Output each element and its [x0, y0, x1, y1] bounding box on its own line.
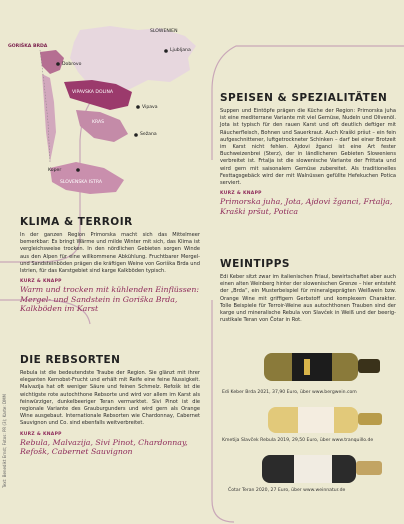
map-label-ljubljana: Ljubljana	[170, 48, 191, 53]
section-klima	[20, 216, 200, 314]
section-rebsorten	[20, 354, 200, 457]
speisen-kicker: KURZ & KNAPP	[220, 191, 262, 197]
wine-bottle-image-1	[264, 345, 384, 387]
dobrovo-dot	[56, 62, 60, 66]
speisen-heading: SPEISEN & SPEZIALITÄTEN	[220, 92, 388, 104]
map-label-kras: KRAS	[92, 120, 105, 125]
map-label-koper: Koper	[48, 168, 62, 173]
klima-kicker: KURZ & KNAPP	[20, 279, 62, 285]
rebsorten-pull-quote: Rebula, Malvazija, Sivi Pinot, Chardonnay, Refošk, Cabernet Sauvignon	[20, 437, 188, 457]
ljubljana-dot	[164, 49, 168, 53]
region-map	[8, 22, 205, 202]
map-label-dobrovo: Dobrovo	[62, 62, 82, 67]
rebsorten-kicker: KURZ & KNAPP	[20, 431, 62, 437]
rebsorten-heading: DIE REBSORTEN	[20, 354, 121, 366]
wine-bottle-image-2	[268, 403, 388, 437]
photo-credit: Text: Benedikt Ernst; Fotos: PR (3); Karte: DMM	[2, 394, 7, 488]
wine-caption-1: Edi Keber Brda 2021, 37,90 Euro, über www.bergwein.com	[222, 390, 357, 395]
wine-caption-2: Kmetija Slavček Rebula 2019, 29,50 Euro, über www.tranquillo.de	[222, 438, 374, 443]
map-label-slovenia: SLOWENIEN	[150, 29, 178, 34]
map-label-sezana: Sežana	[140, 132, 157, 137]
klima-text: In der ganzen Region Primorska macht sich das Mittelmeer bemerkbar: Es bringt Wärme und milde Winter mit sich, das Klima ist vergleichsweise trocken. In den nördlichen Gebieten sorgen Winde aus den Alpen für eine willkommene Abkühlung. Fruchtbarer Mergel- und Sandsteinböden prägen die kräftigen Weine von Goriška Brda und Istrien, für das Karstgebiet sind karge Kalkböden typisch.	[20, 232, 200, 275]
map-label-vipava: Vipava	[142, 105, 158, 110]
speisen-text: Suppen und Eintöpfe prägen die Küche der Region: Primorska juha ist eine mediterrane Variante mit viel Gemüse, Nudeln und Olivenöl. Jota ist typisch für den rauen Karst und oft deutlich deftiger mit Räucherfleisch, Bohnen und Sauerkraut. Auch Kraški pršut – ein fein aufgeschnittener, luftgetrockneter Schinken – darf bei einer Brotzeit im Karst nicht fehlen. Ajdovi žganci ist eine Art fester Buchweizenbrei (Sterz), der in ländlicheren Gebieten Sloweniens verbreitet ist. Frtalja ist die slowenische Variante der Frittata und wird gern mit saisonalem Gemüse zubereitet. Als traditionelles Festtagsgebäck wird der mit Walnüssen gefüllte Hefekuchen Potica serviert.	[220, 108, 396, 187]
section-weintipps	[220, 258, 396, 324]
map-label-istra: SLOVENSKA ISTRA	[60, 180, 103, 185]
vipava-dot	[136, 105, 140, 109]
weintipps-heading: WEINTIPPS	[220, 258, 290, 270]
wine-bottle-image-3	[262, 451, 386, 487]
rebsorten-text: Rebula ist die bedeutendste Traube der Region. Sie glänzt mit ihrer eleganten Kernobst-Frucht und erhält mit Reife eine feine Nussigkeit. Malvazija hat oft weniger Säure und feinen Schmelz. Refošk ist die wichtigste rote autochthone Rebsorte und wird vor allem im Karst als feinwürziger, dunkelbeeriger Teran vermarktet. Sivi Pinot ist die regionale Variante des Grauburgunders und wird gern als Orange Wine ausgebaut. Internationale Rebsorten wie Chardonnay, Cabernet Sauvignon und Co. sind ebenfalls weitverbreitet.	[20, 370, 200, 427]
klima-heading: KLIMA & TERROIR	[20, 216, 133, 228]
section-speisen	[220, 92, 396, 216]
klima-pull-quote: Warm und trocken mit kühlenden Einflüssen: Mergel- und Sandstein in Goriška Brda, Kalkböden im Karst	[20, 285, 200, 314]
koper-dot	[76, 168, 80, 172]
map-label-gorska-brda: GORIŠKA BRDA	[8, 44, 48, 49]
sezana-dot	[134, 133, 138, 137]
weintipps-text: Edi Keber sitzt zwar im italienischen Friaul, bewirtschaftet aber auch einen alten Weinberg hinter der slowenischen Grenze – hier entsteht der „Brda“, ein Musterbeispiel für mineralgeprägten Weißwein bzw. Orange Wine mit griffigem Gerbstoff und komplexem Charakter. Tolle Beispiele für Terroir-Weine aus autochthonen Trauben sind der karge und mineralische Rebula von Slavček in Weiß und der beerig-rustikale Teran von Čotar in Rot.	[220, 274, 396, 324]
wine-caption-3: Čotar Teran 2020, 27 Euro, über www.weinnatur.de	[228, 488, 346, 493]
map-label-vipavska: VIPAVSKA DOLINA	[72, 90, 114, 95]
speisen-pull-quote: Primorska juha, Jota, Ajdovi žganci, Frtalja, Kraški pršut, Potica	[220, 197, 393, 216]
